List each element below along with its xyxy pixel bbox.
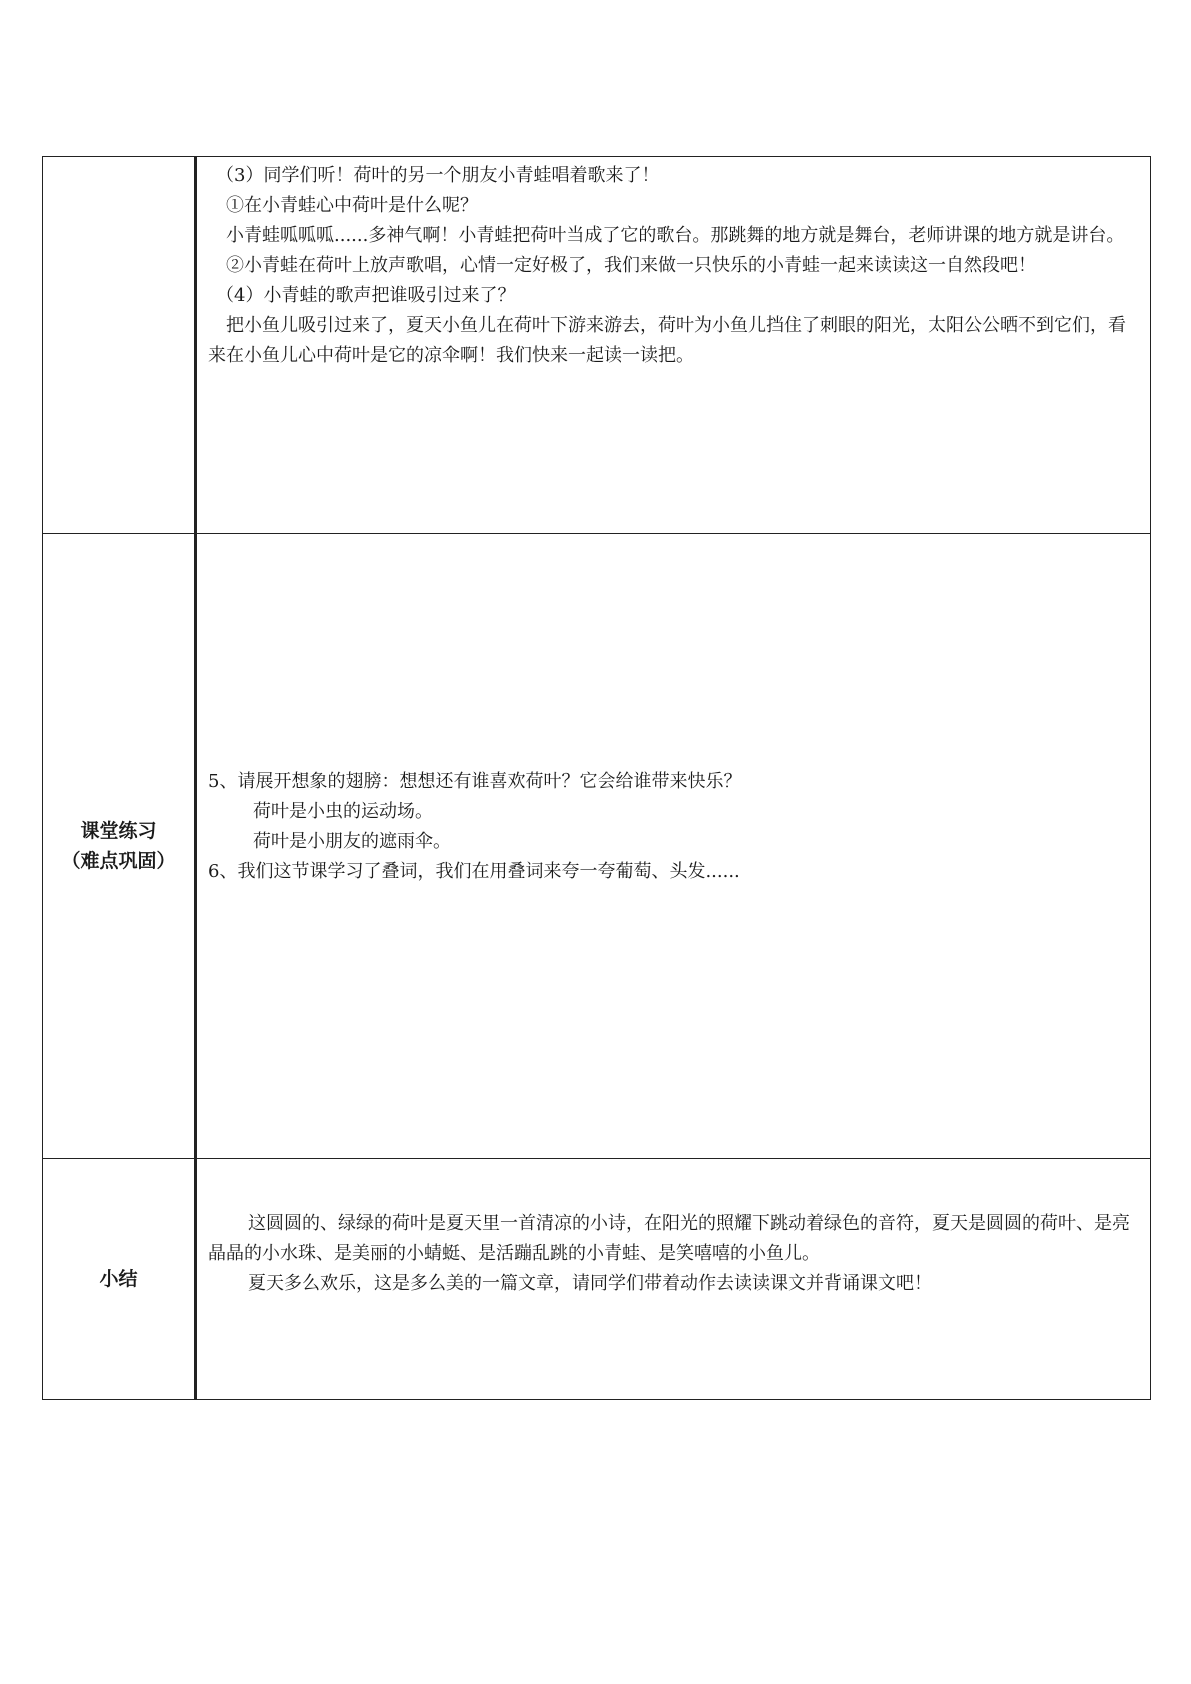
row-label-summary: 小结 — [43, 1159, 196, 1400]
row-label-empty — [43, 157, 196, 534]
paragraph-frog-song-stage: 小青蛙呱呱呱......多神气啊！小青蛙把荷叶当成了它的歌台。那跳舞的地方就是舞台，老师讲课的地方就是讲台。 — [226, 225, 1125, 246]
table-row-summary — [43, 1159, 1151, 1400]
table-row-teaching-process — [43, 157, 1151, 534]
exercise-5-prompt: 5、请展开想象的翅膀：想想还有谁喜欢荷叶？它会给谁带来快乐？ — [208, 771, 742, 792]
exercise-5-example-1: 荷叶是小虫的运动场。 — [253, 801, 433, 822]
paragraph-question-1: ①在小青蛙心中荷叶是什么呢？ — [226, 195, 478, 216]
paragraph-step4-heading: （4）小青蛙的歌声把谁吸引过来了？ — [216, 285, 516, 306]
paragraph-step3-heading: （3）同学们听！荷叶的另一个朋友小青蛙唱着歌来了！ — [216, 165, 660, 186]
paragraph-fish-umbrella: 把小鱼儿吸引过来了，夏天小鱼儿在荷叶下游来游去，荷叶为小鱼儿挡住了刺眼的阳光，太阳公公晒不到它们，看来在小鱼儿心中荷叶是它的凉伞啊！我们快来一起读一读把。 — [208, 315, 1126, 366]
label-practice-subtitle: （难点巩固） — [61, 850, 176, 872]
summary-paragraph-2: 夏天多么欢乐，这是多么美的一篇文章，请同学们带着动作去读读课文并背诵课文吧！ — [248, 1273, 932, 1294]
exercise-5-example-2: 荷叶是小朋友的遮雨伞。 — [253, 831, 451, 852]
content-cell-teaching — [196, 157, 1151, 534]
table-row-classroom-practice — [43, 534, 1151, 1159]
row-label-classroom-practice — [43, 534, 196, 1159]
paragraph-question-2: ②小青蛙在荷叶上放声歌唱，心情一定好极了，我们来做一只快乐的小青蛙一起来读读这一自然段吧！ — [226, 255, 1036, 276]
summary-paragraph-1: 这圆圆的、绿绿的荷叶是夏天里一首清凉的小诗，在阳光的照耀下跳动着绿色的音符，夏天是圆圆的荷叶、是亮晶晶的小水珠、是美丽的小蜻蜓、是活蹦乱跳的小青蛙、是笑嘻嘻的小鱼儿。 — [208, 1213, 1130, 1264]
content-cell-practice — [196, 534, 1151, 1159]
label-practice-title: 课堂练习 — [80, 820, 157, 842]
lesson-plan-table — [42, 156, 1151, 1400]
content-cell-summary — [196, 1159, 1151, 1400]
exercise-6-prompt: 6、我们这节课学习了叠词，我们在用叠词来夸一夸葡萄、头发...... — [208, 861, 740, 882]
